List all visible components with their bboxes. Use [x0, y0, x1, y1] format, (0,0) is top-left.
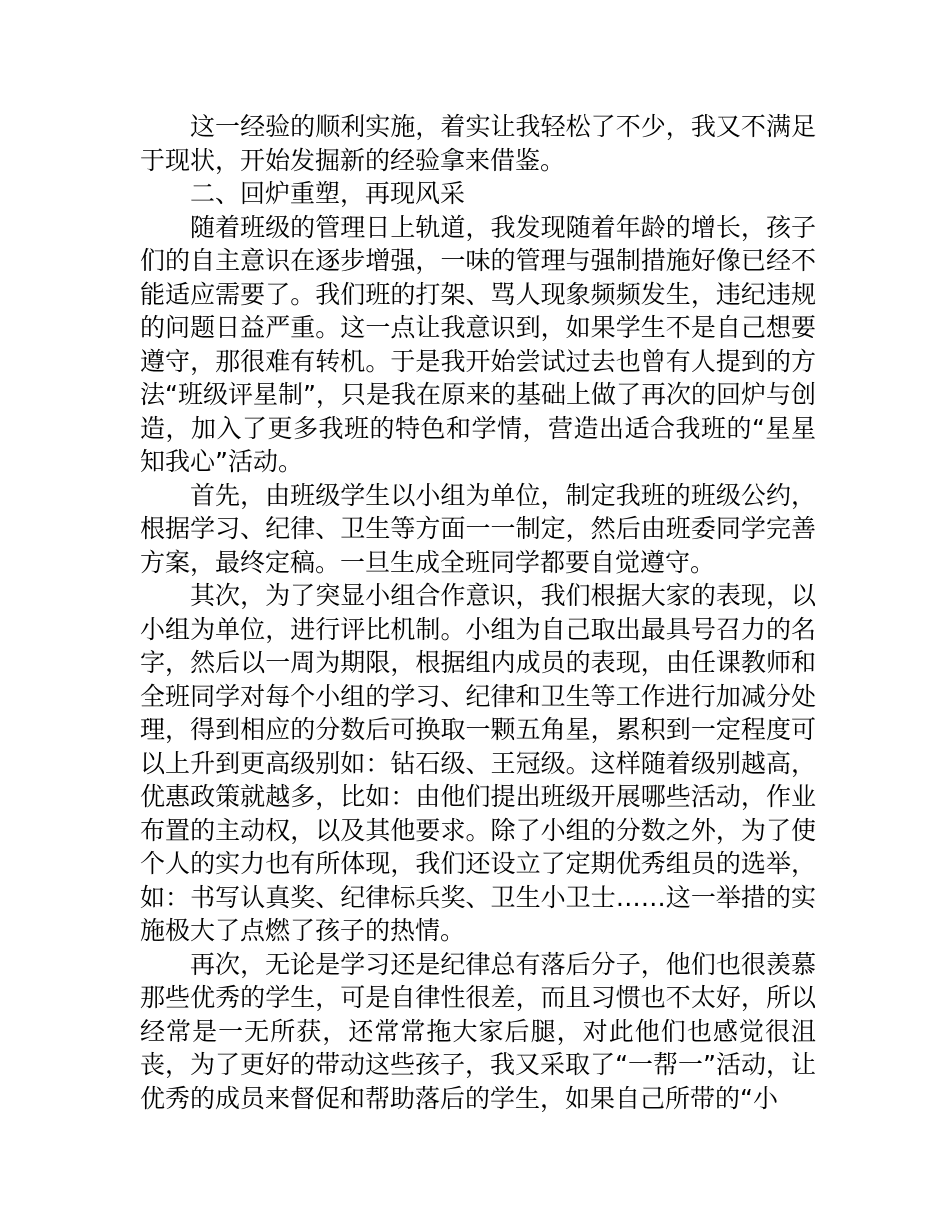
- paragraph-second-step: 其次，为了突显小组合作意识，我们根据大家的表现，以小组为单位，进行评比机制。小组为自己取出最具号召力的名字，然后以一周为期限，根据组内成员的表现，由任课教师和全班同学对每个小组的学习、纪律和卫生等工作进行加减分处理，得到相应的分数后可换取一颗五角星，累积到一定程度可以上升到更高级别如：钻石级、王冠级。这样随着级别越高，优惠政策就越多，比如：由他们提出班级开展哪些活动，作业布置的主动权，以及其他要求。除了小组的分数之外，为了使个人的实力也有所体现，我们还设立了定期优秀组员的选举，如：书写认真奖、纪律标兵奖、卫生小卫士……这一举措的实施极大了点燃了孩子的热情。: [140, 581, 816, 945]
- section-heading: 二、回炉重塑，再现风采: [190, 179, 466, 208]
- paragraph-experience-summary: 这一经验的顺利实施，着实让我轻松了不少，我又不满足于现状，开始发掘新的经验拿来借鉴。: [140, 112, 816, 175]
- paragraph-class-management: 随着班级的管理日上轨道，我发现随着年龄的增长，孩子们的自主意识在逐步增强，一味的管理与强制措施好像已经不能适应需要了。我们班的打架、骂人现象频频发生，违纪违规的问题日益严重。这一点让我意识到，如果学生不是自己想要遵守，那很难有转机。于是我开始尝试过去也曾有人提到的方法“班级评星制”，只是我在原来的基础上做了再次的回炉与创造，加入了更多我班的特色和学情，营造出适合我班的“星星知我心”活动。: [140, 212, 816, 476]
- paragraph-first-step: 首先，由班级学生以小组为单位，制定我班的班级公约，根据学习、纪律、卫生等方面一一制定，然后由班委同学完善方案，最终定稿。一旦生成全班同学都要自觉遵守。: [140, 480, 816, 577]
- document-body: [140, 110, 816, 1115]
- paragraph-third-step: 再次，无论是学习还是纪律总有落后分子，他们也很羡慕那些优秀的学生，可是自律性很差，而且习惯也不太好，所以经常是一无所获，还常常拖大家后腿，对此他们也感觉很沮丧，为了更好的带动这些孩子，我又采取了“一帮一”活动，让优秀的成员来督促和帮助落后的学生，如果自己所带的“小: [140, 949, 816, 1113]
